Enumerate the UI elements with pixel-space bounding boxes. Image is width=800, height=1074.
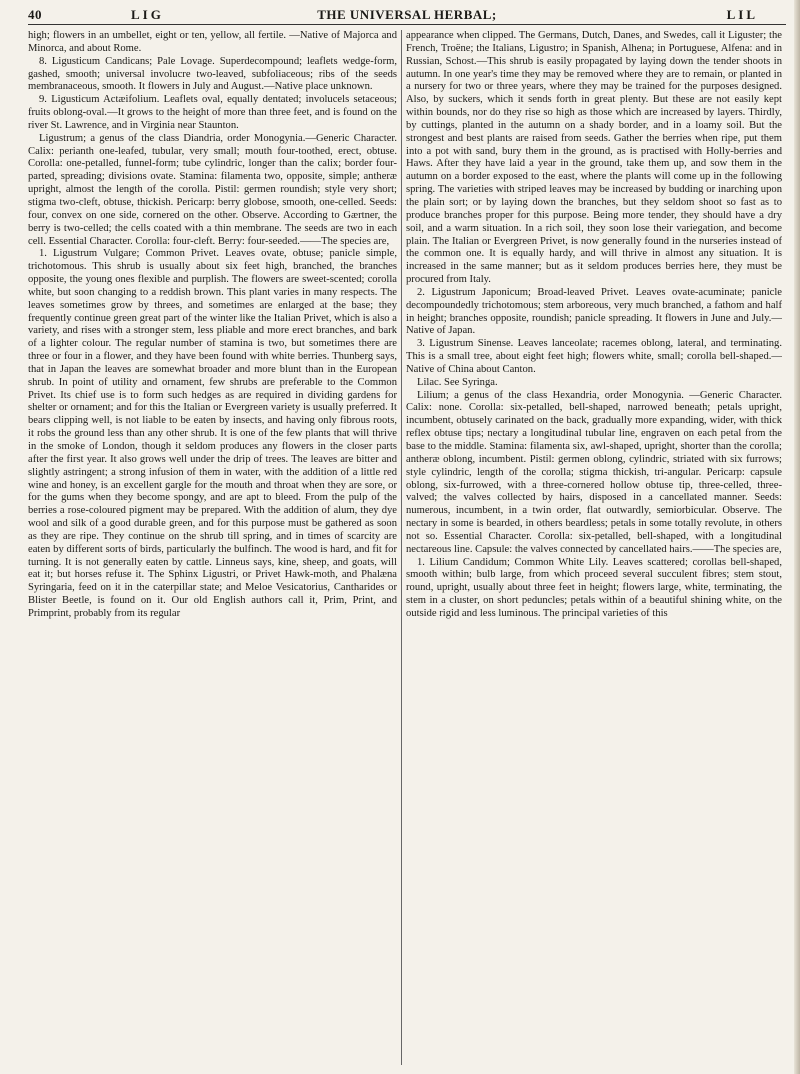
- paragraph: Lilium; a genus of the class Hexandria, order Monogynia. —Generic Character. Calix: none. Corolla: six-petalled, bell-shaped, narrowed beneath; petals upright, incumbent, obtusely carinated on the back, gradually more expanding, wider, with thick reflex obtuse tips; nectary a longitudinal tubular line, engraven on each petal from the base to the middle. Stamina: filamenta six, awl-shaped, upright, shorter than the corolla; antheræ oblong, incumbent. Pistil: germen oblong, cylindric, striated with six furrows; style cylindric, length of the corolla; stigma thickish, tri-angular. Pericarp: capsule oblong, six-furrowed, with a three-cornered hollow obtuse tip, three-celled, three-valved; the valves collected by hairs, disposed in a cancellated manner. Seeds: numerous, incumbent, in a twin order, flat outwardly, semiorbicular. Observe. The nectary in some is bearded, in others beardless; petals in some totally revolute, in others not so. Essential Character. Corolla: six-petalled, bell-shaped, with a longitudinal nectareous line. Capsule: the valves connected by cancellated hairs.——The species are,: [406, 389, 782, 555]
- right-column: [406, 30, 782, 1070]
- paragraph: 1. Lilium Candidum; Common White Lily. Leaves scattered; corollas bell-shaped, smooth within; bulb large, from which proceed several succulent fibres; stem stout, round, upright, usually about three feet in height; flowers large, white, terminating, the stem in a cluster, on short peduncles; petals within of a beautiful shining white, on the outside rigid and less luminous. The principal varieties of this: [406, 556, 782, 619]
- paragraph: 2. Ligustrum Japonicum; Broad-leaved Privet. Leaves ovate-acuminate; panicle decompoundedly trichotomous; stem arboreous, very much branched, a fathom and half in height; branches opposite, roundish; panicle spreading. It flowers in June and July.—Native of Japan.: [406, 286, 782, 337]
- paragraph: 8. Ligusticum Candicans; Pale Lovage. Superdecompound; leaflets wedge-form, gashed, smooth; universal involucre two-leaved, subfoliaceous; ribs of the seeds membranaceous, smooth. It flowers in July and August.—Native place unknown.: [28, 55, 397, 93]
- paragraph: appearance when clipped. The Germans, Dutch, Danes, and Swedes, call it Liguster; the French, Troëne; the Italians, Ligustro; in Spanish, Alhena; in Portuguese, Alfena: and in Russian, Schost.—This shrub is easily propagated by laying down the tender shoots in autumn. In one year's time they may be removed where they are to remain, or planted in a nursery for two or three years, where they may be trained for the purposes designed. Also, by suckers, which it sends forth in great plenty. But these are not easily kept within bounds, nor do they rise so high as those which are increased by layers. Thirdly, by cuttings, planted in the autumn on a shady border, and in a loamy soil. But the strongest and best plants are raised from seeds. Gather the berries when ripe, put them into a pot with sand, bury them in the ground, as is practised with Holly-berries and Haws. After they have laid a year in the ground, take them up, and sow them in the autumn on a border exposed to the east, where the plants will come up in the following spring. The varieties with striped leaves may be increased by budding or inarching upon the plain sort; or by laying down the branches, but they seldom shoot so fast as to produce branches proper for this purpose. Being more tender, they should have a dry soil, and a warm situation. In a rich soil, they soon lose their variegation, and become plain. The Italian or Evergreen Privet, is now generally found in the nurseries instead of the common one. It is equally hardy, and will thrive in almost any situation. It is increased in the same manner; but as it seldom produces berries here, they must be procured from Italy.: [406, 30, 782, 286]
- right-running-head: LIL: [726, 7, 758, 22]
- header-rule: [28, 24, 786, 25]
- paragraph: 1. Ligustrum Vulgare; Common Privet. Leaves ovate, obtuse; panicle simple, trichotomous. This shrub is usually about six feet high, branched, the branches opposite, the young ones flexible and purplish. The flowers are sweet-scented; corolla white, but soon changing to a reddish brown. This plant varies in many respects. The leaves sometimes grow by threes, and sometimes are enlarged at the base; they frequently continue green great part of the winter like the Italian Privet, which is also a variety, and rises with a stronger stem, less pliable and more erect branches, and bark of a lighter colour. The regular number of stamina is two, but sometimes there are three or four in a flower, and they have been found with white berries. Thunberg says, that in Japan the leaves are somewhat broader and more blunt than in the European shrub. In point of utility and ornament, few shrubs are preferable to the Common Privet. Its chief use is to form such hedges as are required in dividing gardens for shelter or ornament; and for this the Italian or Evergreen variety is usually preferred. It bears clipping well, is not liable to be eaten by insects, and having only fibrous roots, it robs the ground less than any other shrub. It is one of the few plants that will thrive in the smoke of London, though it seldom produces any flowers in the closer parts after the first year. It also grows well under the drip of trees. The leaves are bitter and slightly astringent; a strong infusion of them in water, with the addition of a little red wine and honey, is an excellent gargle for the mouth and throat when they are sore, or for the gums when they become spongy, and are apt to bleed. From the pulp of the berries a rose-coloured pigment may be prepared. With the addition of alum, they dye wool and silk of a good durable green, and for this purpose must be gathered as soon as they are ripe. They continue on the shrub till spring, and in times of scarcity are eaten by different sorts of birds, particularly the bulfinch. The wood is hard, and fit for turning. It is not generally eaten by cattle. Linneus says, kine, sheep, and goats, will eat it; but horses refuse it. The Sphinx Ligustri, or Privet Hawk-moth, and Phalæna Syringaria, feed on it in the caterpillar state; and Meloe Vesicatorius, Cantharides or Blister Beetle, is found on it. Our old English authors call it, Prim, Print, and Primprint, probably from its regular: [28, 248, 397, 619]
- paragraph: Ligustrum; a genus of the class Diandria, order Monogynia.—Generic Character. Calix: perianth one-leafed, tubular, very small; mouth four-toothed, erect, obtuse. Corolla: one-petalled, funnel-form; tube cylindric, longer than the calix; border four-parted, spreading; divisions ovate. Stamina: filamenta two, opposite, simple; antheræ upright, almost the length of the corolla. Pistil: germen roundish; style very short; stigma two-cleft, obtuse, thickish. Pericarp: berry globose, smooth, one-celled. Seeds: four, convex on one side, cornered on the other. Observe. According to Gærtner, the berry is two-celled; the cells coated with a thin membrane. The seeds are two in each cell. Essential Character. Corolla: four-cleft. Berry: four-seeded.——The species are,: [28, 132, 397, 247]
- paragraph: Lilac. See Syringa.: [417, 376, 498, 388]
- running-header: [28, 4, 786, 26]
- paragraph: high; flowers in an umbellet, eight or ten, yellow, all fertile. —Native of Majorca and Minorca, and about Rome.: [28, 30, 397, 54]
- paragraph: 9. Ligusticum Actæifolium. Leaflets oval, equally dentated; involucels setaceous; fruits oblong-oval.—It grows to the height of more than three feet, and is found on the river St. Lawrence, and in Virginia near Staunton.: [28, 94, 397, 131]
- paragraph: 3. Ligustrum Sinense. Leaves lanceolate; racemes oblong, lateral, and terminating. This is a small tree, about eight feet high; flowers white, small; corolla bell-shaped.—Native of China about Canton.: [406, 338, 782, 375]
- page-number: 40: [28, 7, 42, 22]
- column-divider: [401, 30, 402, 1065]
- left-column: [28, 30, 397, 1070]
- left-running-head: LIG: [131, 7, 164, 22]
- page-title: THE UNIVERSAL HERBAL;: [317, 7, 497, 22]
- page-edge: [794, 0, 800, 1074]
